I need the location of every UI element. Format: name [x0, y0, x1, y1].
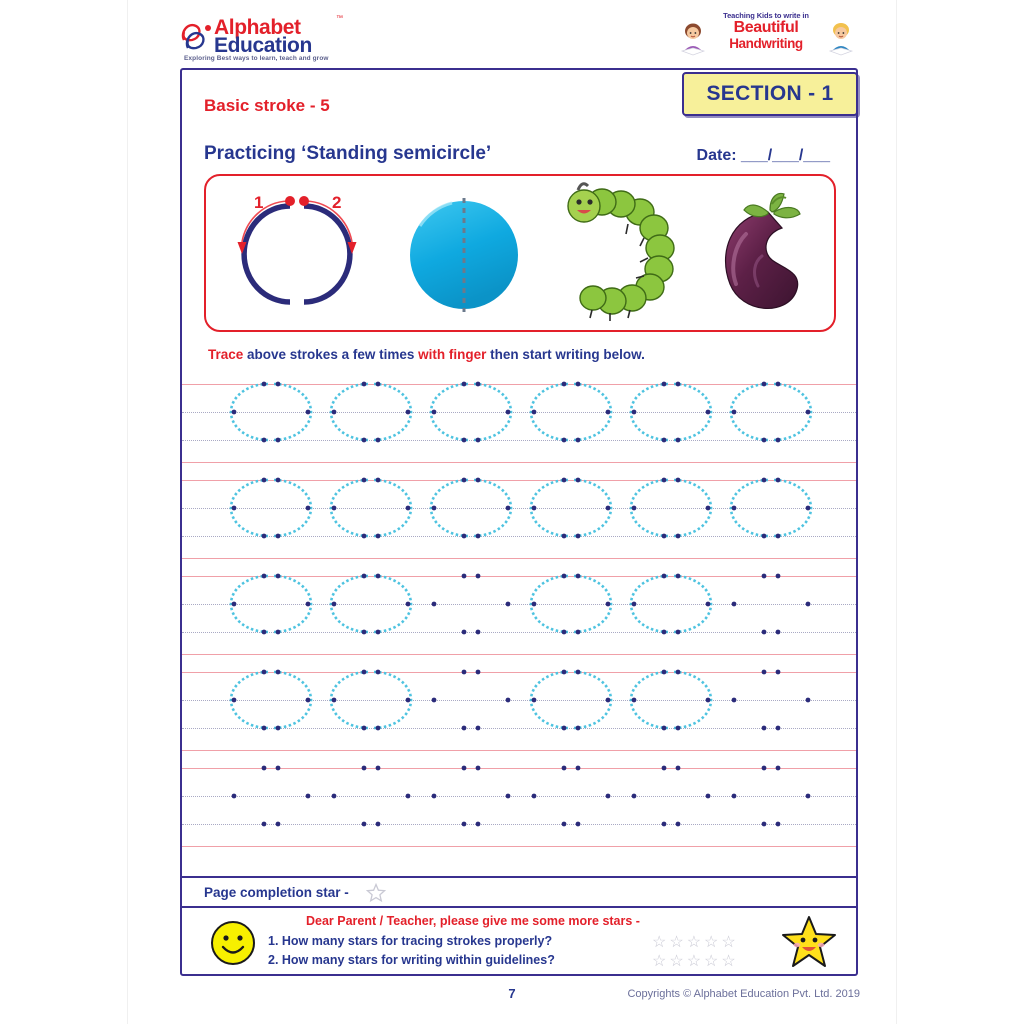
happy-star-icon	[780, 914, 838, 970]
guide-dot	[506, 698, 511, 703]
guide-dot	[776, 534, 781, 539]
guide-dot	[332, 794, 337, 799]
guide-dot	[806, 794, 811, 799]
guide-dot	[576, 726, 581, 731]
trace-semicircle-right	[274, 480, 311, 536]
guide-dot	[476, 766, 481, 771]
guide-dot	[676, 574, 681, 579]
guide-dot	[776, 438, 781, 443]
rating-star[interactable]: ☆	[704, 934, 720, 951]
guide-dot	[706, 794, 711, 799]
guide-dot	[376, 670, 381, 675]
section-label: SECTION - 1	[706, 82, 834, 105]
rating-star[interactable]: ☆	[669, 953, 685, 970]
guide-dot	[332, 506, 337, 511]
trace-semicircle-left	[731, 480, 768, 536]
guide-dot	[562, 822, 567, 827]
guide-dot	[762, 382, 767, 387]
trace-semicircle-left	[431, 384, 468, 440]
caterpillar-cell	[544, 176, 694, 330]
guide-dot	[462, 478, 467, 483]
guide-dot	[762, 670, 767, 675]
guide-dot	[732, 698, 737, 703]
guide-dot	[476, 822, 481, 827]
split-circle-cell	[394, 176, 534, 330]
guide-dot	[762, 438, 767, 443]
guide-dot	[732, 410, 737, 415]
caterpillar-icon	[544, 176, 694, 334]
trace-semicircle-right	[474, 384, 511, 440]
guide-dot	[306, 602, 311, 607]
trace-semicircle-right	[674, 480, 711, 536]
guide-dot	[706, 410, 711, 415]
guide-dot	[532, 794, 537, 799]
guide-dot	[732, 506, 737, 511]
guide-dot	[276, 630, 281, 635]
guide-dot	[762, 534, 767, 539]
stroke-diagram	[212, 176, 382, 334]
eggplant-cell	[696, 176, 836, 330]
guide-dot	[662, 726, 667, 731]
trace-semicircle-left	[531, 576, 568, 632]
guide-dot	[476, 438, 481, 443]
guide-dot	[276, 382, 281, 387]
row-trace-shapes	[182, 376, 856, 472]
trace-semicircle-right	[574, 576, 611, 632]
guide-dot	[576, 478, 581, 483]
guide-dot	[462, 574, 467, 579]
guide-dot	[262, 630, 267, 635]
trace-semicircle-right	[374, 672, 411, 728]
instruction-part2: above strokes a few times	[243, 347, 419, 362]
guide-dot	[276, 438, 281, 443]
guide-dot	[262, 726, 267, 731]
trace-semicircle-left	[531, 672, 568, 728]
guide-dot	[762, 478, 767, 483]
practice-row[interactable]	[182, 376, 856, 472]
parent-question-1: 1. How many stars for tracing strokes properly?	[268, 934, 553, 948]
copyright-text: Copyrights © Alphabet Education Pvt. Ltd. 2019	[627, 988, 860, 1000]
smiley-face-icon	[210, 920, 256, 966]
guide-dot	[676, 438, 681, 443]
instruction-part3: with finger	[418, 347, 487, 362]
guide-dot	[606, 794, 611, 799]
guide-dot	[332, 602, 337, 607]
parent-teacher-title: Dear Parent / Teacher, please give me some more stars -	[306, 914, 640, 928]
guide-dot	[276, 670, 281, 675]
guide-dot	[306, 506, 311, 511]
page-number: 7	[508, 986, 516, 1001]
handwriting-line3: Handwriting	[729, 36, 803, 51]
guide-dot	[476, 726, 481, 731]
guide-dot	[676, 534, 681, 539]
guide-dot	[576, 382, 581, 387]
guide-dot	[362, 670, 367, 675]
guide-dot	[576, 630, 581, 635]
basic-stroke-title: Basic stroke - 5	[204, 96, 330, 115]
instruction-text	[208, 347, 645, 362]
guide-dot	[562, 382, 567, 387]
guide-dot	[606, 602, 611, 607]
guide-dot	[806, 410, 811, 415]
guide-dot	[306, 794, 311, 799]
trace-semicircle-left	[231, 576, 268, 632]
trace-semicircle-left	[331, 384, 368, 440]
girl-reading-icon	[676, 20, 710, 56]
guide-dot	[476, 670, 481, 675]
guide-dot	[262, 574, 267, 579]
guide-dot	[362, 382, 367, 387]
guide-dot	[276, 534, 281, 539]
guide-dot	[232, 698, 237, 703]
boy-writing-icon	[824, 20, 858, 56]
trace-semicircle-left	[231, 672, 268, 728]
guide-dot	[332, 410, 337, 415]
rating-star[interactable]: ☆	[704, 953, 720, 970]
trace-semicircle-right	[274, 384, 311, 440]
guide-dot	[562, 438, 567, 443]
guide-dot	[232, 410, 237, 415]
guide-dot	[662, 766, 667, 771]
row-trace-shapes	[182, 664, 856, 760]
trace-semicircle-left	[731, 384, 768, 440]
logo-word-alphabet: Alphabet	[214, 16, 301, 39]
rating-star[interactable]: ☆	[686, 934, 703, 951]
guide-dot	[732, 794, 737, 799]
guide-dot	[576, 534, 581, 539]
guide-dot	[776, 630, 781, 635]
guide-dot	[606, 506, 611, 511]
guide-dot	[362, 438, 367, 443]
guide-dot	[762, 574, 767, 579]
logo-tagline: Exploring Best ways to learn, teach and grow	[184, 55, 329, 62]
guide-dot	[376, 726, 381, 731]
guide-dot	[362, 726, 367, 731]
guide-dot	[562, 574, 567, 579]
trace-semicircle-left	[231, 384, 268, 440]
trace-semicircle-left	[531, 384, 568, 440]
trace-semicircle-right	[674, 384, 711, 440]
split-circle-icon	[394, 176, 534, 334]
trace-semicircle-right	[374, 480, 411, 536]
guide-dot	[706, 602, 711, 607]
guide-dot	[506, 602, 511, 607]
guide-dot	[262, 766, 267, 771]
guide-dot	[606, 410, 611, 415]
guide-dot	[776, 670, 781, 675]
date-label: Date:	[696, 147, 737, 164]
trace-semicircle-right	[474, 480, 511, 536]
guide-dot	[262, 438, 267, 443]
page-completion-star-icon[interactable]	[366, 883, 386, 908]
guide-dot	[576, 766, 581, 771]
guide-dot	[262, 534, 267, 539]
guide-dot	[476, 478, 481, 483]
worksheet-border	[180, 68, 858, 976]
guide-dot	[532, 410, 537, 415]
guide-dot	[662, 630, 667, 635]
handwriting-text-block	[714, 11, 818, 51]
guide-dot	[532, 698, 537, 703]
instruction-part1: Trace	[208, 347, 244, 362]
stroke-number-2: 2	[332, 193, 342, 212]
practice-row[interactable]	[182, 472, 856, 568]
logo-word-education: Education	[214, 34, 312, 57]
guide-dot	[662, 478, 667, 483]
guide-dot	[506, 506, 511, 511]
guide-dot	[576, 670, 581, 675]
parent-question-2: 2. How many stars for writing within guidelines?	[268, 953, 555, 967]
guide-dot	[376, 478, 381, 483]
guide-dot	[462, 534, 467, 539]
eggplant-icon	[696, 176, 836, 334]
guide-dot	[762, 822, 767, 827]
guide-dot	[562, 670, 567, 675]
page-footer	[128, 986, 896, 1006]
guide-dot	[706, 506, 711, 511]
date-blanks: ___/___/___	[741, 147, 830, 164]
trace-semicircle-left	[331, 480, 368, 536]
guide-dot	[362, 478, 367, 483]
section-badge	[682, 72, 858, 116]
guide-dot	[576, 574, 581, 579]
guide-dot	[676, 478, 681, 483]
date-field[interactable]	[697, 147, 830, 165]
guide-dot	[306, 410, 311, 415]
guide-dot	[606, 698, 611, 703]
guide-dot	[762, 630, 767, 635]
trace-semicircle-right	[774, 480, 811, 536]
guide-dot	[406, 410, 411, 415]
guide-dot	[476, 630, 481, 635]
guide-dot	[262, 670, 267, 675]
guide-dot	[776, 766, 781, 771]
guide-dot	[762, 726, 767, 731]
guide-dot	[376, 574, 381, 579]
rating-stars-question-2[interactable]	[652, 951, 739, 971]
guide-dot	[376, 438, 381, 443]
guide-dot	[432, 602, 437, 607]
guide-dot	[406, 698, 411, 703]
guide-dot	[762, 766, 767, 771]
guide-dot	[532, 506, 537, 511]
parent-teacher-section	[182, 906, 856, 974]
guide-dot	[476, 382, 481, 387]
logo-trademark: ™	[336, 15, 343, 22]
trace-semicircle-left	[331, 576, 368, 632]
guide-dot	[562, 630, 567, 635]
guide-dot	[632, 506, 637, 511]
guide-dot	[562, 726, 567, 731]
practicing-title: Practicing ‘Standing semicircle’	[204, 143, 492, 164]
guide-dot	[632, 794, 637, 799]
guide-dot	[376, 630, 381, 635]
row-trace-shapes	[182, 760, 856, 856]
guide-dot	[806, 506, 811, 511]
rating-stars-question-1[interactable]	[652, 932, 739, 952]
guide-dot	[676, 630, 681, 635]
guide-dot	[276, 726, 281, 731]
guide-dot	[376, 822, 381, 827]
guide-dot	[276, 574, 281, 579]
guide-dot	[376, 766, 381, 771]
practice-row[interactable]	[182, 568, 856, 664]
guide-dot	[562, 766, 567, 771]
guide-dot	[432, 794, 437, 799]
guide-dot	[362, 534, 367, 539]
guide-dot	[562, 534, 567, 539]
guide-dot	[662, 670, 667, 675]
guide-dot	[676, 726, 681, 731]
guide-dot	[306, 698, 311, 703]
guide-dot	[276, 822, 281, 827]
guide-dot	[676, 670, 681, 675]
guide-dot	[776, 574, 781, 579]
guide-dot	[232, 794, 237, 799]
beautiful-handwriting-logo	[670, 8, 860, 62]
guide-dot	[462, 630, 467, 635]
guide-dot	[732, 602, 737, 607]
guide-dot	[376, 534, 381, 539]
guide-dot	[476, 574, 481, 579]
guide-dot	[262, 478, 267, 483]
guide-dot	[362, 630, 367, 635]
handwriting-line2: Beautiful	[733, 19, 799, 36]
stroke-diagram-cell	[212, 176, 382, 330]
row-trace-shapes	[182, 472, 856, 568]
guide-dot	[362, 766, 367, 771]
guide-dot	[476, 534, 481, 539]
trace-semicircle-right	[274, 576, 311, 632]
guide-dot	[632, 410, 637, 415]
guide-dot	[406, 506, 411, 511]
guide-dot	[662, 382, 667, 387]
trace-semicircle-right	[374, 384, 411, 440]
trace-semicircle-right	[574, 480, 611, 536]
trace-semicircle-left	[631, 576, 668, 632]
trace-semicircle-left	[231, 480, 268, 536]
guide-dot	[806, 698, 811, 703]
guide-dot	[662, 822, 667, 827]
practice-row[interactable]	[182, 760, 856, 856]
practice-row[interactable]	[182, 664, 856, 760]
guide-dot	[276, 766, 281, 771]
guide-dot	[462, 766, 467, 771]
guide-dot	[362, 822, 367, 827]
guide-dot	[676, 822, 681, 827]
guide-dot	[262, 822, 267, 827]
rating-star[interactable]: ☆	[721, 953, 737, 970]
guide-dot	[462, 726, 467, 731]
worksheet-page	[128, 0, 896, 1024]
practice-rows	[182, 376, 856, 856]
trace-semicircle-right	[574, 384, 611, 440]
guide-dot	[776, 726, 781, 731]
guide-dot	[262, 382, 267, 387]
guide-dot	[376, 382, 381, 387]
guide-dot	[462, 382, 467, 387]
rating-star[interactable]: ☆	[721, 934, 737, 951]
guide-dot	[562, 478, 567, 483]
guide-dot	[632, 698, 637, 703]
guide-dot	[506, 794, 511, 799]
guide-dot	[406, 602, 411, 607]
guide-dot	[232, 506, 237, 511]
demonstration-panel	[204, 174, 836, 332]
guide-dot	[406, 794, 411, 799]
guide-dot	[776, 822, 781, 827]
rating-star[interactable]: ☆	[652, 934, 668, 951]
guide-dot	[432, 410, 437, 415]
guide-dot	[462, 438, 467, 443]
rating-star[interactable]: ☆	[669, 934, 685, 951]
guide-dot	[532, 602, 537, 607]
trace-semicircle-right	[274, 672, 311, 728]
guide-dot	[676, 766, 681, 771]
guide-dot	[506, 410, 511, 415]
guide-dot	[576, 438, 581, 443]
guide-dot	[276, 478, 281, 483]
guide-dot	[232, 602, 237, 607]
guide-dot	[432, 506, 437, 511]
trace-semicircle-right	[374, 576, 411, 632]
trace-semicircle-left	[431, 480, 468, 536]
guide-dot	[662, 534, 667, 539]
guide-dot	[662, 438, 667, 443]
trace-semicircle-left	[631, 672, 668, 728]
trace-semicircle-right	[674, 576, 711, 632]
trace-semicircle-right	[774, 384, 811, 440]
instruction-part4: then start writing below.	[486, 347, 645, 362]
trace-semicircle-left	[531, 480, 568, 536]
guide-dot	[776, 382, 781, 387]
guide-dot	[362, 574, 367, 579]
row-trace-shapes	[182, 568, 856, 664]
rating-star[interactable]: ☆	[686, 953, 703, 970]
handwriting-line1: Teaching Kids to write in	[723, 11, 809, 20]
guide-dot	[632, 602, 637, 607]
page-completion-label: Page completion star -	[204, 885, 349, 900]
alphabet-education-logo	[178, 12, 378, 64]
guide-dot	[576, 822, 581, 827]
trace-semicircle-right	[574, 672, 611, 728]
page-completion-row	[182, 876, 856, 906]
trace-semicircle-left	[331, 672, 368, 728]
guide-dot	[432, 698, 437, 703]
guide-dot	[462, 822, 467, 827]
trace-semicircle-left	[631, 480, 668, 536]
rating-star[interactable]: ☆	[652, 953, 668, 970]
guide-dot	[806, 602, 811, 607]
guide-dot	[662, 574, 667, 579]
stroke-number-1: 1	[254, 193, 264, 212]
guide-dot	[462, 670, 467, 675]
trace-semicircle-left	[631, 384, 668, 440]
guide-dot	[332, 698, 337, 703]
guide-dot	[776, 478, 781, 483]
guide-dot	[706, 698, 711, 703]
trace-semicircle-right	[674, 672, 711, 728]
guide-dot	[676, 382, 681, 387]
